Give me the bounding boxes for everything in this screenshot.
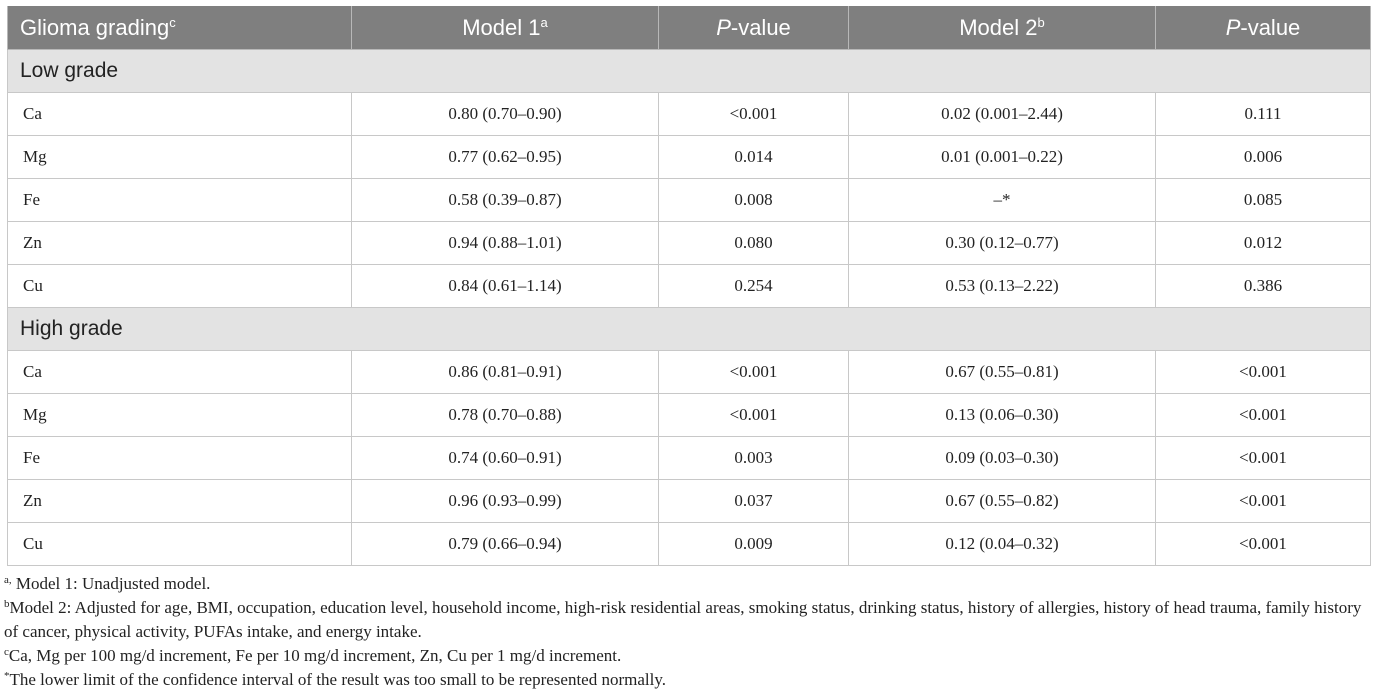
cell-model-2: 0.01 (0.001–0.22) [849,136,1156,179]
cell-p-value-2: <0.001 [1156,523,1371,566]
cell-p-value-2: 0.386 [1156,265,1371,308]
cell-model-1: 0.86 (0.81–0.91) [352,351,659,394]
cell-p-value-2: 0.012 [1156,222,1371,265]
cell-model-1: 0.79 (0.66–0.94) [352,523,659,566]
cell-p-value-1: <0.001 [659,394,849,437]
cell-model-1: 0.84 (0.61–1.14) [352,265,659,308]
cell-model-2: 0.09 (0.03–0.30) [849,437,1156,480]
cell-p-value-1: <0.001 [659,93,849,136]
cell-element: Ca [8,351,352,394]
cell-element: Zn [8,222,352,265]
cell-p-value-2: <0.001 [1156,394,1371,437]
footnote-a: $^{a,}$ Model 1: Unadjusted model. [4,574,211,593]
cell-p-value-2: <0.001 [1156,480,1371,523]
header-model-2: Model 2$^b$ [849,6,1156,50]
cell-element: Ca [8,93,352,136]
table-row [8,437,1371,480]
cell-p-value-1: <0.001 [659,351,849,394]
table-row [8,351,1371,394]
cell-p-value-1: 0.014 [659,136,849,179]
cell-model-1: 0.77 (0.62–0.95) [352,136,659,179]
cell-p-value-1: 0.037 [659,480,849,523]
table-row [8,394,1371,437]
cell-model-1: 0.94 (0.88–1.01) [352,222,659,265]
cell-model-1: 0.78 (0.70–0.88) [352,394,659,437]
cell-p-value-1: 0.254 [659,265,849,308]
cell-model-2: –* [849,179,1156,222]
table-row [8,265,1371,308]
footnote-c: $^c$Ca, Mg per 100 mg/d increment, Fe per 10 mg/d increment, Zn, Cu per 1 mg/d increment. [4,646,622,665]
section-title: High grade [8,308,1371,351]
header-p-value-1: P-value [659,6,849,50]
section-row [8,50,1371,93]
cell-model-2: 0.12 (0.04–0.32) [849,523,1156,566]
cell-model-2: 0.67 (0.55–0.81) [849,351,1156,394]
results-table-container [7,6,1370,566]
cell-model-1: 0.58 (0.39–0.87) [352,179,659,222]
cell-element: Cu [8,265,352,308]
cell-element: Zn [8,480,352,523]
cell-p-value-2: <0.001 [1156,351,1371,394]
cell-p-value-2: <0.001 [1156,437,1371,480]
cell-element: Mg [8,394,352,437]
table-footnotes [4,572,1372,692]
table-row [8,480,1371,523]
results-table [7,6,1371,566]
cell-p-value-1: 0.008 [659,179,849,222]
cell-p-value-1: 0.009 [659,523,849,566]
section-row [8,308,1371,351]
section-title: Low grade [8,50,1371,93]
cell-model-2: 0.67 (0.55–0.82) [849,480,1156,523]
header-p-value-2: P-value [1156,6,1371,50]
table-row [8,222,1371,265]
cell-model-2: 0.53 (0.13–2.22) [849,265,1156,308]
cell-element: Fe [8,179,352,222]
cell-p-value-1: 0.080 [659,222,849,265]
cell-p-value-2: 0.111 [1156,93,1371,136]
header-glioma-grading: Glioma grading$^c$ [8,6,352,50]
cell-p-value-2: 0.085 [1156,179,1371,222]
cell-element: Cu [8,523,352,566]
cell-element: Fe [8,437,352,480]
cell-model-2: 0.02 (0.001–2.44) [849,93,1156,136]
footnote-b: $^b$Model 2: Adjusted for age, BMI, occupation, education level, household income, high-risk residential areas, smoking status, drinking status, history of allergies, history of head trauma, family history of cancer, physical activity, PUFAs intake, and energy intake. [4,598,1362,641]
footnote-asterisk: *The lower limit of the confidence interval of the result was too small to be represented normally. [4,670,666,689]
cell-element: Mg [8,136,352,179]
cell-model-1: 0.80 (0.70–0.90) [352,93,659,136]
table-row [8,179,1371,222]
table-row [8,523,1371,566]
cell-model-1: 0.96 (0.93–0.99) [352,480,659,523]
cell-model-1: 0.74 (0.60–0.91) [352,437,659,480]
cell-p-value-1: 0.003 [659,437,849,480]
cell-p-value-2: 0.006 [1156,136,1371,179]
cell-model-2: 0.13 (0.06–0.30) [849,394,1156,437]
table-row [8,93,1371,136]
header-model-1: Model 1$^a$ [352,6,659,50]
header-row [8,6,1371,50]
table-row [8,136,1371,179]
cell-model-2: 0.30 (0.12–0.77) [849,222,1156,265]
